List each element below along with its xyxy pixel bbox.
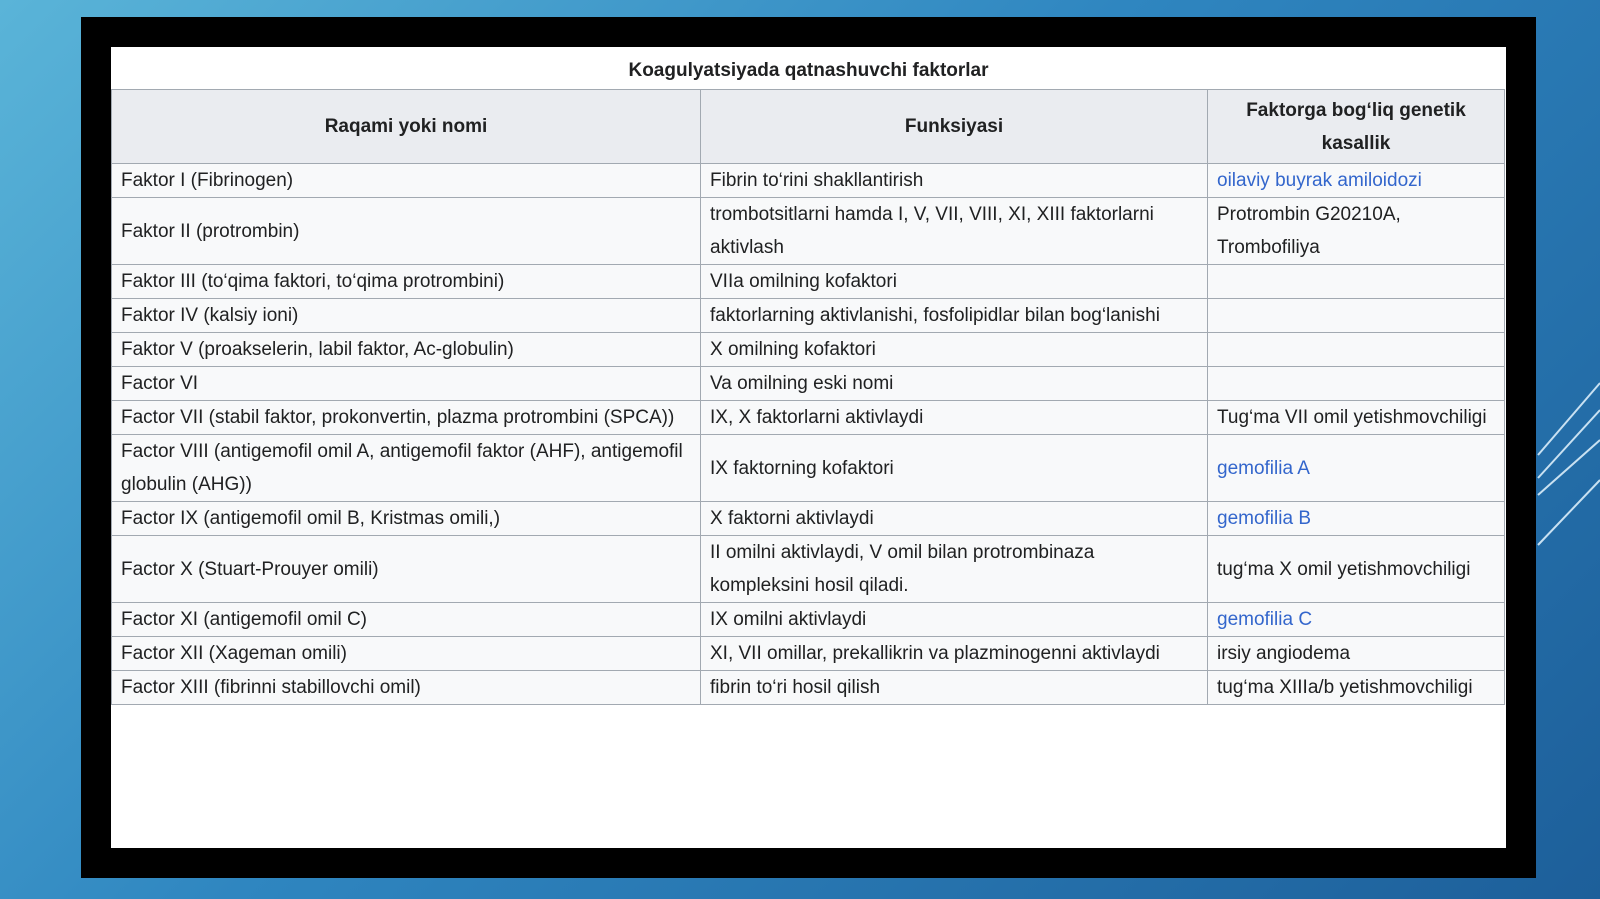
cell-factor-name: Factor XI (antigemofil omil C) [112, 603, 701, 637]
cell-function: fibrin to‘ri hosil qilish [701, 671, 1208, 705]
cell-function: II omilni aktivlaydi, V omil bilan protrombinaza kompleksini hosil qiladi. [701, 536, 1208, 603]
cell-function: trombotsitlarni hamda I, V, VII, VIII, XI, XIII faktorlarni aktivlash [701, 198, 1208, 265]
cell-function: IX, X faktorlarni aktivlaydi [701, 401, 1208, 435]
cell-function: Fibrin to‘rini shakllantirish [701, 164, 1208, 198]
cell-function: IX faktorning kofaktori [701, 435, 1208, 502]
cell-genetic-disease: tug‘ma XIIIa/b yetishmovchiligi [1208, 671, 1505, 705]
column-header-disease: Faktorga bog‘liq genetik kasallik [1208, 90, 1505, 164]
cell-function: Va omilning eski nomi [701, 367, 1208, 401]
cell-genetic-disease: irsiy angiodema [1208, 637, 1505, 671]
table-row [112, 299, 1505, 333]
cell-factor-name: Factor XIII (fibrinni stabillovchi omil) [112, 671, 701, 705]
cell-genetic-disease [1208, 265, 1505, 299]
header-row [112, 90, 1505, 164]
table-panel [111, 47, 1506, 848]
cell-genetic-disease [1208, 333, 1505, 367]
table-row [112, 333, 1505, 367]
table-caption: Koagulyatsiyada qatnashuvchi faktorlar [628, 60, 989, 81]
cell-genetic-disease-link[interactable]: gemofilia C [1208, 603, 1505, 637]
cell-genetic-disease-link[interactable]: oilaviy buyrak amiloidozi [1208, 164, 1505, 198]
table-row [112, 603, 1505, 637]
cell-genetic-disease: Tug‘ma VII omil yetishmovchiligi [1208, 401, 1505, 435]
table-row [112, 164, 1505, 198]
table-row [112, 401, 1505, 435]
table-row [112, 265, 1505, 299]
cell-factor-name: Factor VIII (antigemofil omil A, antigemofil faktor (AHF), antigemofil globulin (AHG)) [112, 435, 701, 502]
cell-genetic-disease [1208, 367, 1505, 401]
cell-genetic-disease [1208, 299, 1505, 333]
cell-factor-name: Faktor IV (kalsiy ioni) [112, 299, 701, 333]
cell-factor-name: Faktor III (to‘qima faktori, to‘qima protrombini) [112, 265, 701, 299]
table-row [112, 435, 1505, 502]
table-row [112, 637, 1505, 671]
cell-factor-name: Factor XII (Xageman omili) [112, 637, 701, 671]
table-row [112, 671, 1505, 705]
cell-factor-name: Faktor I (Fibrinogen) [112, 164, 701, 198]
cell-factor-name: Factor VI [112, 367, 701, 401]
cell-factor-name: Factor VII (stabil faktor, prokonvertin, plazma protrombini (SPCA)) [112, 401, 701, 435]
cell-genetic-disease-link[interactable]: gemofilia B [1208, 502, 1505, 536]
cell-function: XI, VII omillar, prekallikrin va plazminogenni aktivlaydi [701, 637, 1208, 671]
cell-function: X faktorni aktivlaydi [701, 502, 1208, 536]
cell-factor-name: Faktor V (proakselerin, labil faktor, Ac-globulin) [112, 333, 701, 367]
cell-genetic-disease: Protrombin G20210A, Trombofiliya [1208, 198, 1505, 265]
cell-function: VIIa omilning kofaktori [701, 265, 1208, 299]
cell-genetic-disease-link[interactable]: gemofilia A [1208, 435, 1505, 502]
cell-genetic-disease: tug‘ma X omil yetishmovchiligi [1208, 536, 1505, 603]
cell-factor-name: Factor IX (antigemofil omil B, Kristmas omili,) [112, 502, 701, 536]
table-row [112, 536, 1505, 603]
table-row [112, 502, 1505, 536]
coagulation-factors-table [111, 89, 1505, 705]
column-header-name: Raqami yoki nomi [112, 90, 701, 164]
table-row [112, 198, 1505, 265]
column-header-function: Funksiyasi [701, 90, 1208, 164]
cell-factor-name: Factor X (Stuart-Prouyer omili) [112, 536, 701, 603]
cell-factor-name: Faktor II (protrombin) [112, 198, 701, 265]
cell-function: faktorlarning aktivlanishi, fosfolipidlar bilan bog‘lanishi [701, 299, 1208, 333]
cell-function: IX omilni aktivlaydi [701, 603, 1208, 637]
table-row [112, 367, 1505, 401]
cell-function: X omilning kofaktori [701, 333, 1208, 367]
